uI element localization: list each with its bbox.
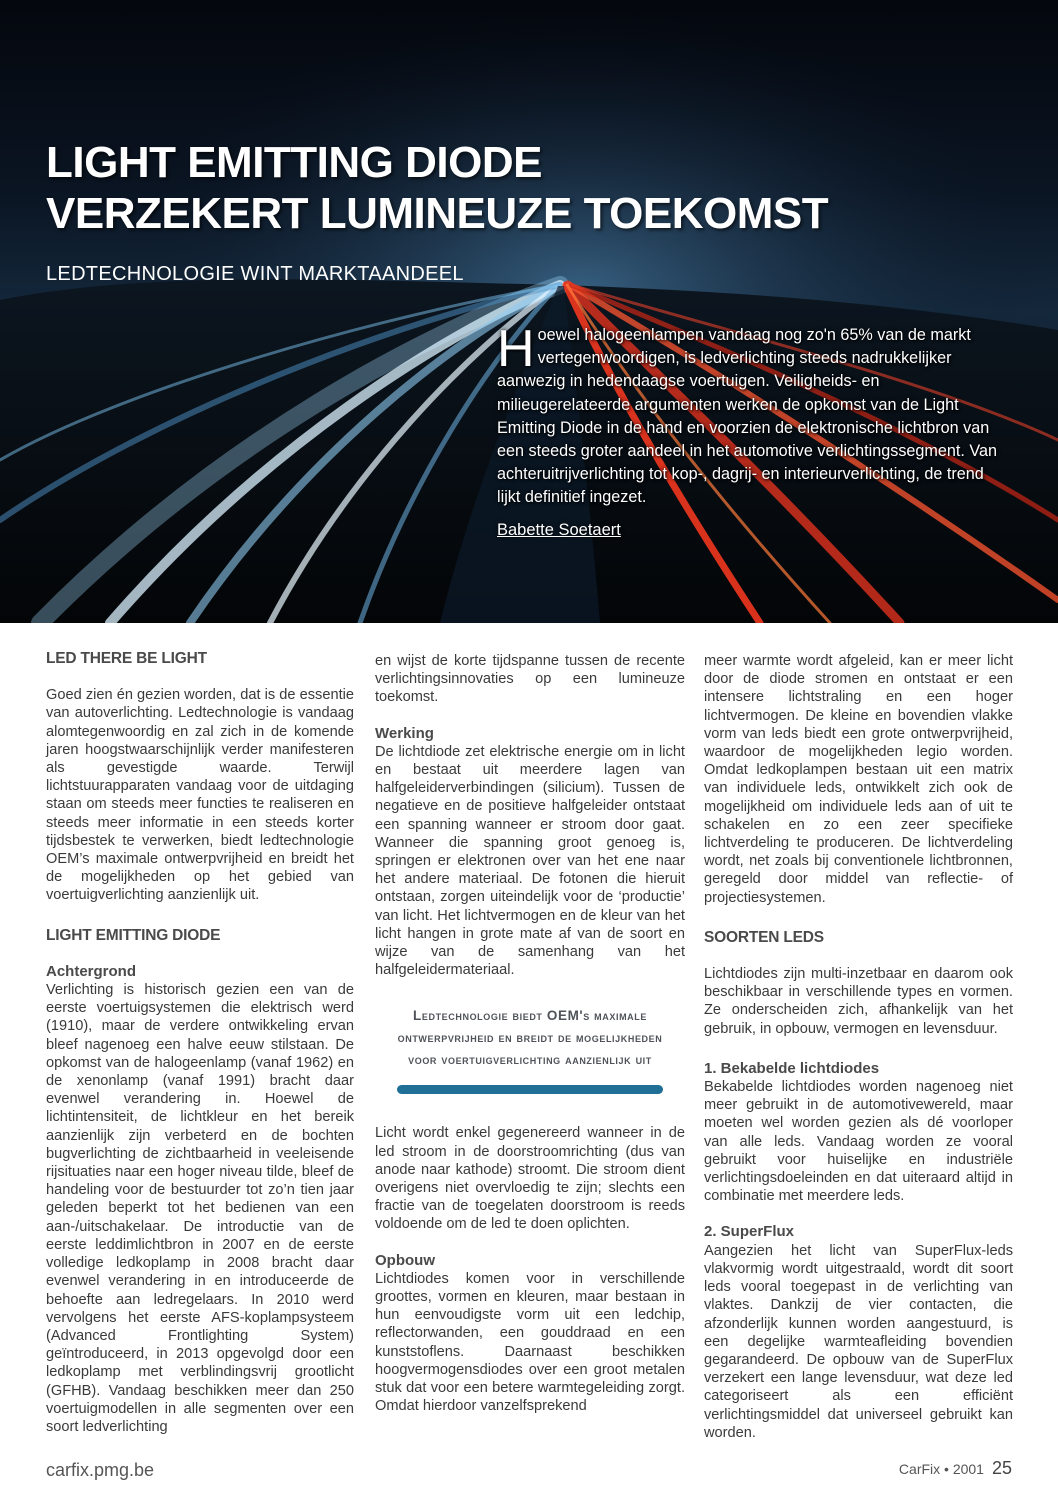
paragraph-opbouw: Lichtdiodes komen voor in verschillende groottes, vormen en kleuren, maar bestaan in hun eenvoudigste vorm uit een ledchip, reflectorwanden, een gouddraad en een kunststoflens. Daarnaast beschikken hoogvermogensdiodes over een groot metalen stuk dat voor een betere warmtegeleiding zorgt. Omdat hierdoor vanzelfsprekend: [375, 1270, 685, 1415]
paragraph-achtergrond: Verlichting is historisch gezien een van de eerste voertuigsystemen die elektrisch werd (1910), maar de verdere ontwikkeling ervan bleef nagenoeg een halve eeuw stilstaan. De opkomst van de halogeenlamp (vanaf 1962) en de xenonlamp (vanaf 1991) bracht daar evenwel verandering in. Hoewel de lichtintensiteit, de lichtkleur en het bereik aanzienlijk zijn verbeterd en de bochten bugverlichting de zichtbaarheid in veeleisende rijsituaties naar een hoger niveau tilde, bleef de handeling voor de bestuurder tot zo’n tien jaar geleden beperkt tot het bedienen van een aan-/uitschakelaar. De introductie van de eerste leddimlichtbron in 2007 en de eerste volledige ledkoplamp in 2008 bracht daar evenwel verandering in en introduceerde de behoefte aan ledregelaars. In 2010 werd vervolgens het eerste AFS-koplampsysteem (Advanced Frontlighting System) geïntroduceerd, in 2013 opgevolgd door een ledkoplamp met verblindingsvrij grootlicht (GFHB). Vandaag beschikken meer dan 250 voertuigmodellen in alle segmenten over een soort ledverlichting: [46, 982, 354, 1435]
intro-dropcap: H: [497, 320, 535, 378]
footer-issue-info: [899, 1458, 1012, 1479]
paragraph-warmte: meer warmte wordt afgeleid, kan er meer licht door de diode stromen en ontstaat er een intensere lichtstraling en een hoger lichtvermogen. De kleine en bovendien vlakke vorm van leds biedt een grote ontwerpvrijheid, waardoor de mogelijkheden legio worden. Omdat ledkoplampen bestaan uit een matrix van individuele leds, ontwikkelt zich ook de mogelijkheid om individuele leds aan of uit te schakelen en zo een zeer specifieke lichtverdeling te produceren. De lichtverdeling wordt, net zoals bij conventionele lichtbronnen, geregeld door middel van reflectie- of projectiesystemen.: [704, 653, 1013, 906]
page-subtitle: LEDTECHNOLOGIE WINT MARKTAANDEEL: [46, 263, 464, 285]
column-3: [704, 652, 1013, 1442]
column-1: [46, 650, 354, 1436]
intro-paragraph: [497, 320, 1009, 510]
hero-image: [0, 0, 1058, 623]
heading-light-emitting-diode: LIGHT EMITTING DIODE: [46, 926, 221, 944]
heading-led-there-be-light: LED THERE BE LIGHT: [46, 650, 207, 667]
intro-text: oewel halogeenlampen vandaag nog zo'n 65% van de markt vertegenwoordigen, is ledverlichting steeds nadrukkelijker aanwezig in hedendaagse voertuigen. Veiligheids- en milieugerelateerde argumenten werken de opkomst van de Light Emitting Diode in de hand en voorzien de elektronische lichtbron van een steeds groter aandeel in het automotive verlichtingssegment. Van achteruitrijverlichting tot kop-, dagrij- en interieurverlichting, de trend lijkt definitief ingezet.: [497, 326, 998, 507]
paragraph-intro: Goed zien én gezien worden, dat is de essentie van autoverlichting. Ledtechnologie is vandaag alomtegenwoordig en zal zich in de komende jaren hoogstwaarschijnlijk verder manifesteren als gevestigde waarde. Terwijl lichtstuurapparaten vandaag voor de uitdaging staan om steeds meer functies te realiseren en steeds meer informatie in een steeds korter tijdsbestek te verwerken, biedt ledtechnologie OEM’s maximale ontwerpvrijheid en breidt het de mogelijkheden op het gebied van voertuigverlichting aanzienlijk uit.: [46, 687, 354, 904]
heading-soorten-leds: SOORTEN LEDS: [704, 928, 824, 946]
page-title: [46, 137, 828, 239]
subheading-werking: Werking: [375, 724, 434, 742]
paragraph-bekabelde: Bekabelde lichtdiodes worden nagenoeg niet meer gebruikt in de automotivewereld, maar moeten wel worden gezien als dé voorloper van alle leds. Vandaag worden ze vooral gebruikt voor huiselijke en industriële verlichtingsdoeleinden en dat uiteraard altijd in combinatie met meerdere leds.: [704, 1079, 1013, 1205]
paragraph-continuation: en wijst de korte tijdspanne tussen de recente verlichtingsinnovaties op een lumineuze toekomst.: [375, 653, 685, 706]
page-number: 25: [991, 1458, 1012, 1478]
subheading-opbouw: Opbouw: [375, 1251, 435, 1269]
column-2: [375, 652, 685, 1416]
author-byline[interactable]: Babette Soetaert: [497, 521, 621, 539]
footer-website[interactable]: carfix.pmg.be: [46, 1460, 155, 1480]
paragraph-werking: De lichtdiode zet elektrische energie om in licht en bestaat uit meerdere lagen van halfgeleiderverbindingen (silicium). Tussen de negatieve en de positieve halfgeleider ontstaat een spanning wanneer er stroom door gaat. Wanneer die spanning groot genoeg is, springen er elektronen over van het ene naar het andere materiaal. De fotonen die hieruit ontstaan, zorgen uiteindelijk voor de ‘productie’ van licht. Het lichtvermogen en de kleur van het licht hangen in grote mate af van de soort en wijze van de samenhang van het halfgeleidermateriaal.: [375, 743, 685, 979]
page-title-line-2: VERZEKERT LUMINEUZE TOEKOMST: [46, 189, 829, 238]
page-title-line-1: LIGHT EMITTING DIODE: [46, 138, 542, 187]
paragraph-superflux: Aangezien het licht van SuperFlux-leds vlakvormig wordt uitgestraald, wordt dit soort leds vooral toegepast in de verlichting van vlaktes. Dankzij de vier contacten, die afzonderlijk kunnen worden aangestuurd, is een degelijke warmteafleiding bovendien gegarandeerd. De opbouw van de SuperFlux verzekert een lange levensduur, wat deze led categoriseert als een efficiënt verlichtingsmiddel dat universeel gebruikt kan worden.: [704, 1242, 1013, 1441]
footer-issue: CarFix • 2001: [898, 1461, 984, 1477]
subheading-bekabelde: 1. Bekabelde lichtdiodes: [704, 1059, 880, 1077]
paragraph-soorten: Lichtdiodes zijn multi-inzetbaar en daarom ook beschikbaar in verschillende types en vormen. Ze onderscheiden zich, afhankelijk van het gebruik, in opbouw, vermogen en levensduur.: [704, 966, 1013, 1037]
subheading-achtergrond: Achtergrond: [46, 962, 136, 980]
subheading-superflux: 2. SuperFlux: [704, 1223, 795, 1241]
paragraph-stroom: Licht wordt enkel gegenereerd wanneer in de led stroom in de doorstroomrichting (dus van anode naar kathode) stroomt. Die stroom dient overigens niet overvloedig te zijn; slechts een fractie van de toegelaten doorstroom is reeds voldoende om de led te doen oplichten.: [375, 1125, 685, 1233]
pull-quote-bar: [397, 1085, 663, 1094]
pull-quote: Ledtechnologie biedt OEM's maximale ontwerpvrijheid en breidt de mogelijkheden voor voertuigverlichting aanzienlijk uit: [397, 1008, 663, 1068]
